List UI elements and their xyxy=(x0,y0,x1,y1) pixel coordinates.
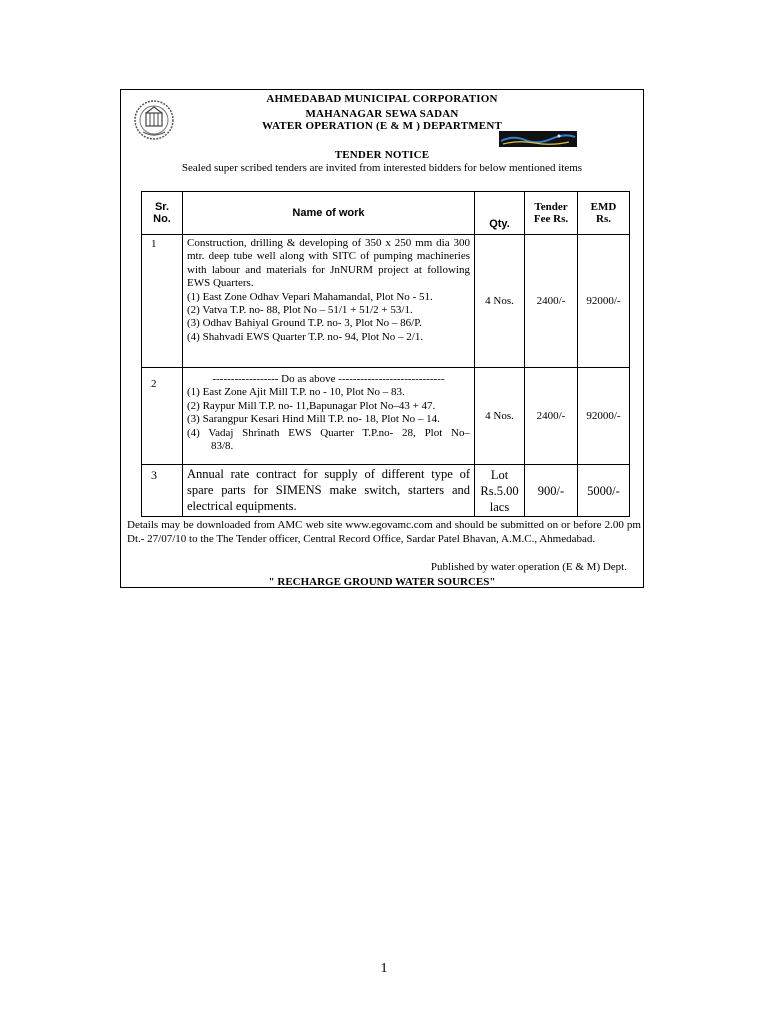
page-number: 1 xyxy=(380,961,388,976)
table-header-row xyxy=(142,192,630,235)
table-row xyxy=(142,465,630,517)
notice-title: TENDER NOTICE xyxy=(334,149,430,161)
work-item: (1) East Zone Ajit Mill T.P. no - 10, Plot No – 83. xyxy=(187,386,405,399)
org-building: MAHANAGAR SEWA SADAN xyxy=(305,108,459,120)
works-table xyxy=(141,191,630,517)
work-item: (3) Odhav Bahiyal Ground T.P. no- 3, Plot No – 86/P. xyxy=(187,317,422,330)
work-item: (4) Vadaj Shrinath EWS Quarter T.P.no- 28, Plot No– xyxy=(187,426,470,439)
row-fee: 2400/- xyxy=(525,368,578,465)
work-item: (1) East Zone Odhav Vepari Mahamandal, Plot No - 51. xyxy=(187,290,433,303)
work-item: (2) Vatva T.P. no- 88, Plot No – 51/1 + 51/2 + 53/1. xyxy=(187,304,413,317)
tender-notice-box xyxy=(120,89,644,588)
work-item: (3) Sarangpur Kesari Hind Mill T.P. no- 18, Plot No – 14. xyxy=(187,413,440,426)
water-banner-image xyxy=(499,131,577,147)
department-name: WATER OPERATION (E & M ) DEPARTMENT xyxy=(261,120,503,132)
row-sr: 1 xyxy=(142,235,183,368)
work-description: Annual rate contract for supply of different type of spare parts for SIMENS make switch, starters and electrical equipments. xyxy=(187,467,470,513)
row-emd: 92000/- xyxy=(578,235,630,368)
submission-details: Details may be downloaded from AMC web site www.egovamc.com and should be submitted on or before 2.00 pm Dt.- 27/07/10 to the The Tender officer, Central Record Office, Sardar Patel Bhavan, A.M.C., Ahmedabad. xyxy=(127,519,641,545)
row-qty: 4 Nos. xyxy=(475,235,525,368)
table-row xyxy=(142,235,630,368)
row-emd: 5000/- xyxy=(578,465,630,517)
col-name-of-work: Name of work xyxy=(183,192,475,235)
row-fee: 900/- xyxy=(525,465,578,517)
work-item: (2) Raypur Mill T.P. no- 11,Bapunagar Plot No–43 + 47. xyxy=(187,399,436,412)
org-name: AHMEDABAD MUNICIPAL CORPORATION xyxy=(266,93,498,105)
row-work xyxy=(183,465,475,517)
col-tender-fee: Tender Fee Rs. xyxy=(525,192,578,235)
table-row xyxy=(142,368,630,465)
row-fee: 2400/- xyxy=(525,235,578,368)
row-work xyxy=(183,235,475,368)
col-qty: Qty. xyxy=(475,192,525,235)
work-description: Construction, drilling & developing of 350 x 250 mm dia 300 mtr. deep tube well along with SITC of pumping machineries with labour and materials for JnNURM project at following EWS Quarters. xyxy=(187,237,470,290)
col-sr-no: Sr. No. xyxy=(142,192,183,235)
col-emd: EMD Rs. xyxy=(578,192,630,235)
row-emd: 92000/- xyxy=(578,368,630,465)
row-qty: Lot Rs.5.00 lacs xyxy=(475,465,525,517)
publisher-line: Published by water operation (E & M) Dept. xyxy=(430,561,627,573)
work-item: 83/8. xyxy=(211,440,234,453)
row-sr: 3 xyxy=(142,465,183,517)
row-sr: 2 xyxy=(142,368,183,465)
slogan: " RECHARGE GROUND WATER SOURCES" xyxy=(268,576,496,588)
work-description: ------------------ Do as above ----------------------------- xyxy=(212,373,445,385)
row-qty: 4 Nos. xyxy=(475,368,525,465)
work-item: (4) Shahvadi EWS Quarter T.P. no- 94, Plot No – 2/1. xyxy=(187,330,424,343)
notice-subtitle: Sealed super scribed tenders are invited from interested bidders for below mentioned items xyxy=(181,162,583,174)
row-work xyxy=(183,368,475,465)
